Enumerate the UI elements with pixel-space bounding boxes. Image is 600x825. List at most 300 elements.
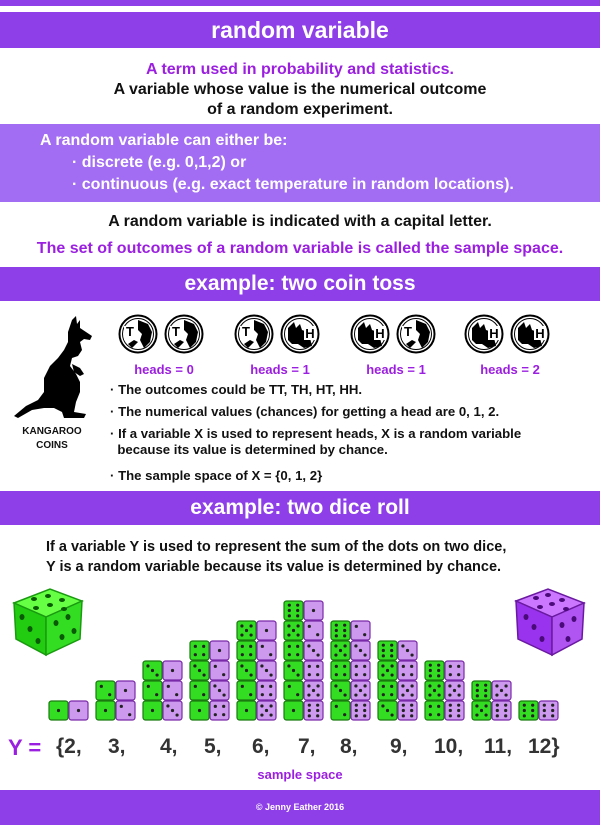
die-pip xyxy=(428,693,431,696)
die-pip xyxy=(448,693,451,696)
die-pip xyxy=(363,653,366,656)
die-pip xyxy=(354,693,357,696)
coin xyxy=(350,314,390,354)
die-pip xyxy=(222,693,225,696)
die-pip xyxy=(296,673,299,676)
die-pip xyxy=(335,705,338,708)
die-pip xyxy=(543,714,546,717)
die-pip xyxy=(429,674,432,677)
sample-space-value: {2, xyxy=(56,735,82,758)
die-face xyxy=(116,701,135,720)
die-pip xyxy=(402,704,405,707)
die-pip xyxy=(249,653,252,656)
die-face xyxy=(210,701,229,720)
footer-credit: © Jenny Eather 2016 xyxy=(0,790,600,825)
die-pip xyxy=(390,644,393,647)
die-pip xyxy=(496,709,499,712)
die-face xyxy=(492,701,511,720)
die-pip xyxy=(335,673,338,676)
die-pip xyxy=(269,685,272,688)
die-pip xyxy=(167,685,170,688)
coin-tails-icon xyxy=(234,314,274,354)
top-stripe xyxy=(0,0,600,6)
die-pip xyxy=(402,673,405,676)
die-pip xyxy=(296,614,299,617)
definition-line-1: A term used in probability and statistics. xyxy=(146,61,454,78)
coin-bullet-text: The sample space of X = {0, 1, 2} xyxy=(118,468,323,483)
coin-letter: T xyxy=(172,324,180,339)
die-pip xyxy=(296,645,299,648)
coin-pair xyxy=(234,314,326,354)
die-pip xyxy=(202,693,205,696)
die-pip xyxy=(287,664,290,667)
die-pip xyxy=(504,714,507,717)
die-pip xyxy=(390,664,393,667)
coin-bullet-text: because its value is determined by chance. xyxy=(117,442,388,457)
die-pip xyxy=(429,669,432,672)
kangaroo-icon xyxy=(14,316,100,422)
die-pip xyxy=(386,709,389,712)
types-box xyxy=(0,124,600,202)
die-pip xyxy=(155,673,158,676)
coin-letter: H xyxy=(305,326,315,341)
die-pip xyxy=(355,625,358,628)
die-pip xyxy=(406,649,409,652)
die-pip xyxy=(249,673,252,676)
die-pip xyxy=(386,669,389,672)
die-pip xyxy=(307,644,310,647)
die-pip xyxy=(249,633,252,636)
die-pip xyxy=(390,654,393,657)
die-pip xyxy=(194,653,197,656)
die-pip xyxy=(476,694,479,697)
die-pip xyxy=(151,709,154,712)
die-pip xyxy=(437,705,440,708)
die-pip xyxy=(316,709,319,712)
coin-letter: H xyxy=(375,326,385,341)
die-pip xyxy=(437,693,440,696)
coin xyxy=(464,314,504,354)
die-pip xyxy=(288,609,291,612)
die-pip xyxy=(245,709,248,712)
kangaroo-coins-label xyxy=(6,425,98,453)
die-pip xyxy=(390,693,393,696)
die-pip xyxy=(449,704,452,707)
die-face xyxy=(331,621,350,640)
die-pip xyxy=(312,689,315,692)
die-pip xyxy=(437,684,440,687)
die-pip xyxy=(335,624,338,627)
die-pip xyxy=(523,709,526,712)
sample-space-value: 9, xyxy=(390,735,408,758)
coin-heads-icon xyxy=(464,314,504,354)
die-pip xyxy=(288,685,291,688)
die-pip xyxy=(402,714,405,717)
die-pip xyxy=(316,684,319,687)
die-face xyxy=(351,621,370,640)
die-pip xyxy=(343,665,346,668)
coin-pair xyxy=(464,314,556,354)
die-pip xyxy=(292,709,295,712)
die-pip xyxy=(312,649,315,652)
die-pip xyxy=(245,669,248,672)
die-face xyxy=(284,601,303,620)
die-pip xyxy=(484,689,487,692)
die-pip xyxy=(363,665,366,668)
die-pip xyxy=(312,609,315,612)
die-pip xyxy=(292,669,295,672)
dice-intro-line-2: Y is a random variable because its value is determined by chance. xyxy=(46,559,502,575)
die-pip xyxy=(449,665,452,668)
coin xyxy=(280,314,320,354)
die-pip xyxy=(363,693,366,696)
die-pip xyxy=(449,709,452,712)
die-pip xyxy=(363,673,366,676)
die-pip xyxy=(260,704,263,707)
coin-bullet-text: If a variable X is used to represent heads, X is a random variable xyxy=(118,426,522,441)
die-face xyxy=(304,621,323,640)
die-pip xyxy=(202,645,205,648)
die-face xyxy=(398,701,417,720)
die-pip xyxy=(124,689,127,692)
die-face xyxy=(237,641,256,660)
die-face xyxy=(425,661,444,680)
coin-letter: T xyxy=(404,324,412,339)
die-pip xyxy=(249,645,252,648)
die-pip xyxy=(382,649,385,652)
heads-count-label: heads = 1 xyxy=(366,362,426,377)
die-pip xyxy=(296,604,299,607)
coin-letter: H xyxy=(535,326,545,341)
die-pip xyxy=(193,664,196,667)
coin-heads-icon xyxy=(280,314,320,354)
die-pip xyxy=(265,629,268,632)
die-pip xyxy=(457,693,460,696)
coin-bullet: · The outcomes could be TT, TH, HT, HH. xyxy=(110,382,363,397)
die-pip xyxy=(287,633,290,636)
coin-letter: H xyxy=(489,326,499,341)
die-pip xyxy=(343,624,346,627)
die-pip xyxy=(296,633,299,636)
die-pip xyxy=(355,704,358,707)
die-pip xyxy=(269,713,272,716)
die-pip xyxy=(543,704,546,707)
coin-pair xyxy=(118,314,210,354)
die-pip xyxy=(382,654,385,657)
die-pip xyxy=(198,709,201,712)
die-face xyxy=(331,701,350,720)
die-pip xyxy=(269,653,272,656)
die-pip xyxy=(504,709,507,712)
die-face xyxy=(539,701,558,720)
die-pip xyxy=(308,709,311,712)
die-pip xyxy=(343,713,346,716)
die-pip xyxy=(390,649,393,652)
die-face xyxy=(257,681,276,700)
die-pip xyxy=(128,713,131,716)
die-pip xyxy=(476,684,479,687)
die-face xyxy=(143,681,162,700)
die-pip xyxy=(504,693,507,696)
heads-count-label: heads = 0 xyxy=(134,362,194,377)
die-pip xyxy=(218,689,221,692)
die-pip xyxy=(484,694,487,697)
die-pip xyxy=(175,693,178,696)
die-pip xyxy=(307,693,310,696)
die-pip xyxy=(449,714,452,717)
die-pip xyxy=(504,684,507,687)
die-pip xyxy=(241,653,244,656)
die-pip xyxy=(437,674,440,677)
die-pip xyxy=(437,664,440,667)
die-pip xyxy=(457,709,460,712)
types-intro: A random variable can either be: xyxy=(40,132,288,149)
die-pip xyxy=(316,693,319,696)
die-face xyxy=(163,681,182,700)
die-face xyxy=(237,681,256,700)
die-pip xyxy=(453,689,456,692)
coin-bullet-text: The numerical values (chances) for getting a head are 0, 1, 2. xyxy=(118,404,500,419)
die-pip xyxy=(218,649,221,652)
die-pip xyxy=(269,693,272,696)
die-pip xyxy=(355,673,358,676)
die-pip xyxy=(316,633,319,636)
die-pip xyxy=(146,664,149,667)
die-pip xyxy=(269,673,272,676)
coin-bullet: · The sample space of X = {0, 1, 2} xyxy=(110,468,323,483)
die-pip xyxy=(354,644,357,647)
die-pip xyxy=(213,684,216,687)
die-pip xyxy=(437,669,440,672)
die-pip xyxy=(194,645,197,648)
die-pip xyxy=(381,704,384,707)
die-pip xyxy=(410,684,413,687)
kangaroo-label-line-2: COINS xyxy=(36,440,68,451)
coin xyxy=(118,314,158,354)
die-pip xyxy=(155,693,158,696)
coin-bullet-text: The outcomes could be TT, TH, HT, HH. xyxy=(118,382,363,397)
die-pip xyxy=(355,714,358,717)
die-pip xyxy=(339,649,342,652)
die-pip xyxy=(214,665,217,668)
sample-space-value: 7, xyxy=(298,735,316,758)
die-pip xyxy=(448,684,451,687)
die-pip xyxy=(194,685,197,688)
die-pip xyxy=(402,665,405,668)
coin-tails-icon xyxy=(118,314,158,354)
die-pip xyxy=(308,714,311,717)
die-pip xyxy=(410,653,413,656)
die-pip xyxy=(171,709,174,712)
die-pip xyxy=(245,629,248,632)
die-pip xyxy=(359,649,362,652)
coin-example-heading: example: two coin toss xyxy=(0,267,600,301)
die-pip xyxy=(151,669,154,672)
sample-space-value: 5, xyxy=(204,735,222,758)
die-pip xyxy=(343,634,346,637)
die-pip xyxy=(410,714,413,717)
die-pip xyxy=(457,673,460,676)
die-pip xyxy=(401,644,404,647)
die-face xyxy=(210,661,229,680)
die-pip xyxy=(296,653,299,656)
die-pip xyxy=(265,709,268,712)
die-pip xyxy=(261,693,264,696)
die-pip xyxy=(363,709,366,712)
die-pip xyxy=(260,664,263,667)
dice-outcomes-chart xyxy=(0,585,600,725)
die-pip xyxy=(382,685,385,688)
die-pip xyxy=(382,693,385,696)
die-pip xyxy=(307,684,310,687)
die-face xyxy=(190,641,209,660)
die-face xyxy=(96,681,115,700)
die-pip xyxy=(57,709,60,712)
die-pip xyxy=(410,665,413,668)
die-pip xyxy=(363,684,366,687)
die-pip xyxy=(77,709,80,712)
page-title: random variable xyxy=(0,12,600,48)
die-pip xyxy=(343,653,346,656)
coin xyxy=(510,314,550,354)
die-face xyxy=(519,701,538,720)
definition-line-3: of a random experiment. xyxy=(207,101,393,118)
die-pip xyxy=(261,685,264,688)
die-pip xyxy=(355,709,358,712)
die-pip xyxy=(410,709,413,712)
sample-space-caption: sample space xyxy=(257,767,343,782)
die-pip xyxy=(335,629,338,632)
die-pip xyxy=(406,689,409,692)
die-face xyxy=(190,681,209,700)
coin xyxy=(396,314,436,354)
die-face xyxy=(445,701,464,720)
die-pip xyxy=(334,644,337,647)
die-pip xyxy=(288,645,291,648)
die-pip xyxy=(240,633,243,636)
die-pip xyxy=(288,614,291,617)
dice-intro xyxy=(46,537,566,577)
die-face xyxy=(445,661,464,680)
dice-intro-line-1: If a variable Y is used to represent the sum of the dots on two dice, xyxy=(46,539,507,555)
die-pip xyxy=(500,689,503,692)
coin xyxy=(164,314,204,354)
die-pip xyxy=(308,665,311,668)
die-pip xyxy=(269,704,272,707)
die-pip xyxy=(402,709,405,712)
die-face xyxy=(351,661,370,680)
die-pip xyxy=(222,713,225,716)
die-pip xyxy=(222,705,225,708)
die-face xyxy=(378,641,397,660)
coin-pair xyxy=(350,314,442,354)
die-pip xyxy=(292,629,295,632)
die-pip xyxy=(390,673,393,676)
die-pip xyxy=(475,704,478,707)
die-pip xyxy=(355,665,358,668)
die-pip xyxy=(308,673,311,676)
die-pip xyxy=(457,704,460,707)
sample-space-value: 6, xyxy=(252,735,270,758)
die-pip xyxy=(484,713,487,716)
die-pip xyxy=(476,689,479,692)
sample-space-value: 10, xyxy=(434,735,464,758)
die-pip xyxy=(551,714,554,717)
die-pip xyxy=(551,704,554,707)
die-pip xyxy=(531,714,534,717)
die-pip xyxy=(381,673,384,676)
die-pip xyxy=(401,693,404,696)
die-face xyxy=(304,661,323,680)
coin xyxy=(234,314,274,354)
die-pip xyxy=(316,673,319,676)
die-pip xyxy=(551,709,554,712)
die-pip xyxy=(531,709,534,712)
die-pip xyxy=(316,714,319,717)
sample-space-value: 3, xyxy=(108,735,126,758)
die-pip xyxy=(339,689,342,692)
definition-line-2: A variable whose value is the numerical outcome xyxy=(113,81,487,98)
die-pip xyxy=(100,685,103,688)
die-pip xyxy=(202,673,205,676)
die-pip xyxy=(363,704,366,707)
die-pip xyxy=(429,705,432,708)
die-pip xyxy=(410,693,413,696)
sample-space-value: 4, xyxy=(160,735,178,758)
die-pip xyxy=(240,664,243,667)
die-face xyxy=(378,681,397,700)
die-pip xyxy=(359,689,362,692)
die-pip xyxy=(401,684,404,687)
die-pip xyxy=(308,704,311,707)
die-pip xyxy=(316,665,319,668)
die-pip xyxy=(214,705,217,708)
die-pip xyxy=(214,713,217,716)
y-symbol: Y = xyxy=(8,735,42,760)
die-pip xyxy=(260,713,263,716)
die-face xyxy=(398,661,417,680)
sample-space-value: 12} xyxy=(528,735,560,758)
die-face xyxy=(472,681,491,700)
die-pip xyxy=(241,645,244,648)
sample-space-row xyxy=(8,735,598,767)
sample-space-note: The set of outcomes of a random variable is called the sample space. xyxy=(36,240,564,257)
die-pip xyxy=(381,664,384,667)
die-pip xyxy=(543,709,546,712)
die-pip xyxy=(429,664,432,667)
coin-bullet: · If a variable X is used to represent heads, X is a random variable because its value is determined by chance. xyxy=(110,426,522,457)
die-pip xyxy=(390,685,393,688)
die-pip xyxy=(449,673,452,676)
die-pip xyxy=(261,645,264,648)
coin-tails-icon xyxy=(396,314,436,354)
coin-bullet: · The numerical values (chances) for getting a head are 0, 1, 2. xyxy=(110,404,500,419)
die-pip xyxy=(241,685,244,688)
die-pip xyxy=(343,629,346,632)
die-pip xyxy=(457,665,460,668)
dice-example-heading: example: two dice roll xyxy=(0,491,600,525)
die-pip xyxy=(296,693,299,696)
die-pip xyxy=(249,693,252,696)
die-pip xyxy=(175,713,178,716)
die-pip xyxy=(484,704,487,707)
die-pip xyxy=(147,685,150,688)
die-face xyxy=(304,701,323,720)
die-pip xyxy=(496,714,499,717)
die-pip xyxy=(343,693,346,696)
die-pip xyxy=(475,713,478,716)
die-pip xyxy=(198,669,201,672)
